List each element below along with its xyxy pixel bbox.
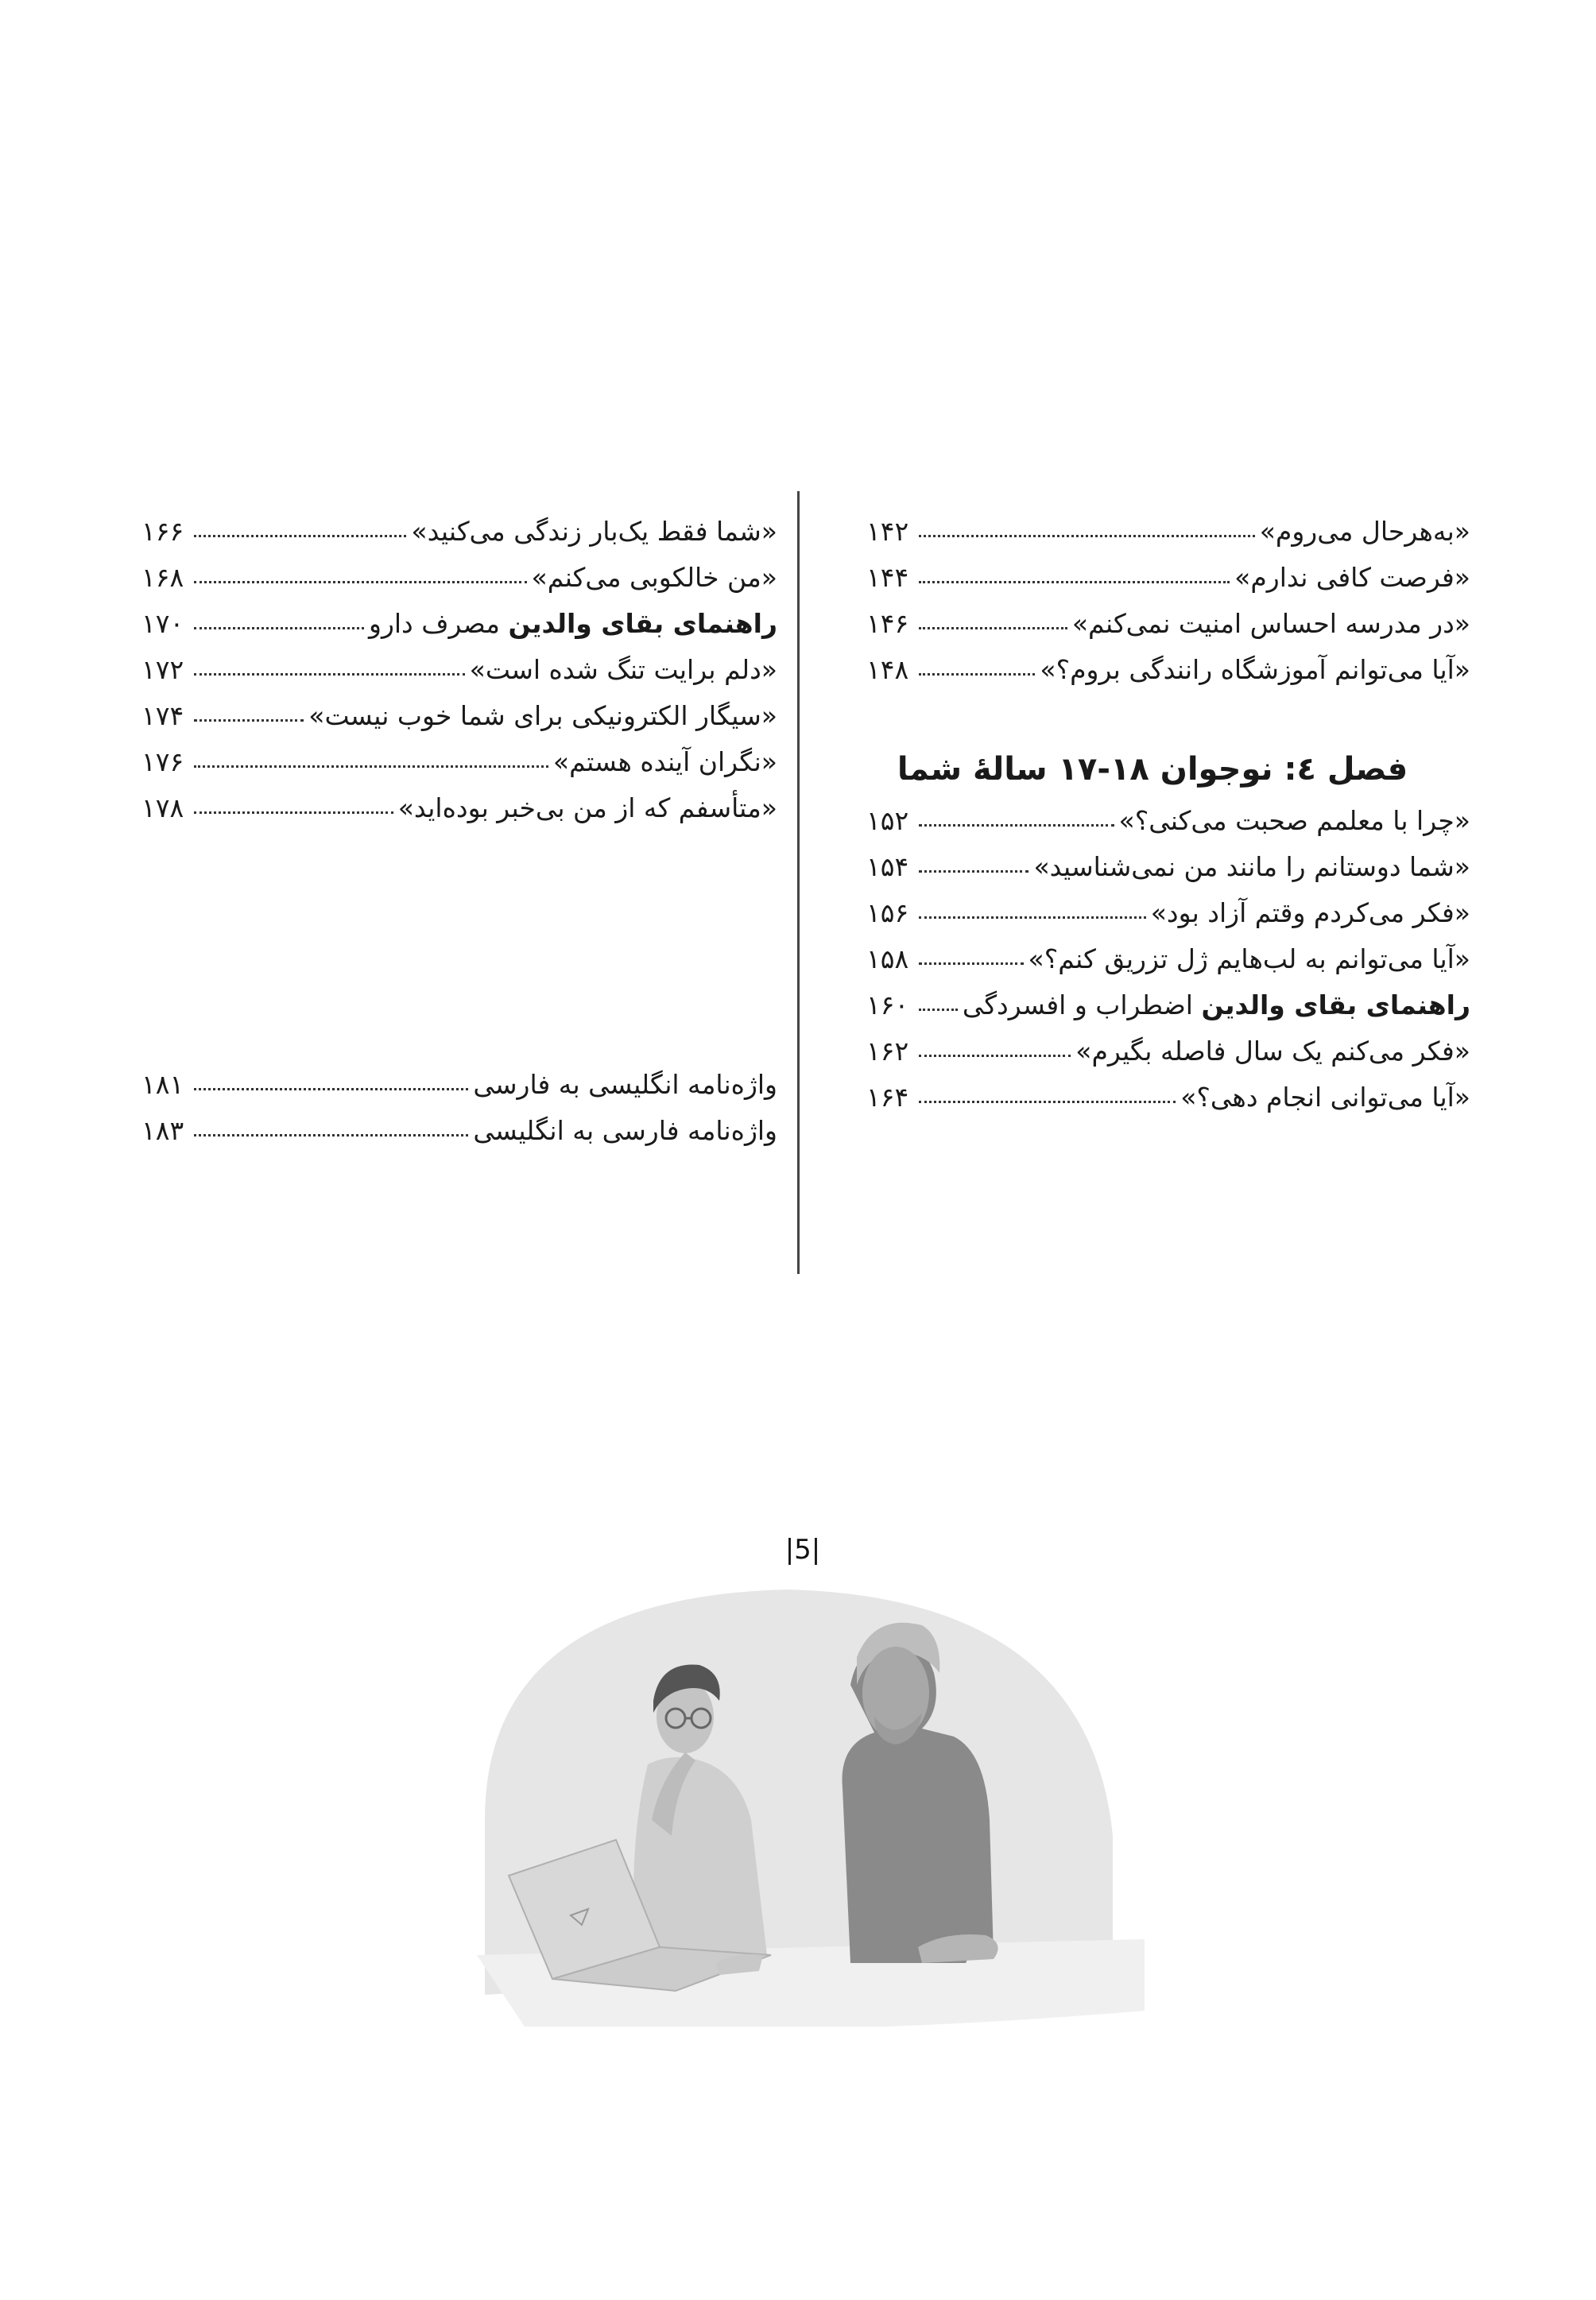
toc-entry-page: ۱۷۰ bbox=[141, 608, 184, 639]
dot-leader bbox=[919, 982, 958, 1011]
toc-entry-page: ۱۵۲ bbox=[866, 805, 909, 836]
toc-entry-title: «متأسفم که از من بی‌خبر بوده‌اید» bbox=[397, 792, 777, 823]
dot-leader bbox=[194, 785, 393, 814]
dot-leader bbox=[919, 1028, 1071, 1057]
page-number: |5| bbox=[784, 1534, 821, 1566]
toc-entry[interactable] bbox=[141, 693, 777, 739]
chapter-heading: فصل ٤: نوجوان ۱۸-۱۷ سالهٔ شما bbox=[897, 751, 1408, 788]
toc-entry-page: ۱۵۶ bbox=[866, 897, 909, 928]
toc-entry[interactable] bbox=[866, 1028, 1470, 1074]
toc-entry-page: ۱۷۴ bbox=[141, 700, 184, 731]
column-divider bbox=[797, 491, 800, 1274]
toc-entry[interactable] bbox=[141, 509, 777, 555]
toc-entry[interactable] bbox=[866, 798, 1470, 844]
toc-entry[interactable] bbox=[141, 647, 777, 693]
toc-entry-page: ۱۷۲ bbox=[141, 654, 184, 685]
toc-entry[interactable] bbox=[141, 739, 777, 785]
toc-entry-title: «من خالکوبی می‌کنم» bbox=[531, 562, 777, 593]
toc-entry-page: ۱۸۳ bbox=[141, 1115, 184, 1146]
toc-entry-title: «آیا می‌توانم به لب‌هایم ژل تزریق کنم؟» bbox=[1028, 943, 1470, 974]
toc-entry-title bbox=[369, 601, 777, 647]
dot-leader bbox=[194, 647, 465, 676]
toc-entry-title: «شما دوستانم را مانند من نمی‌شناسید» bbox=[1033, 851, 1470, 882]
toc-left-group-2 bbox=[141, 1062, 777, 1154]
dot-leader bbox=[194, 1062, 468, 1090]
toc-right-group-2 bbox=[866, 798, 1470, 1121]
toc-entry[interactable] bbox=[866, 890, 1470, 936]
dot-leader bbox=[919, 647, 1035, 676]
dot-leader bbox=[919, 555, 1230, 583]
toc-entry-title: «فرصت کافی ندارم» bbox=[1234, 562, 1470, 593]
toc-entry-page: ۱۶۲ bbox=[866, 1036, 909, 1067]
toc-entry-page: ۱۶۸ bbox=[141, 562, 184, 593]
dot-leader bbox=[194, 509, 406, 537]
toc-entry-title-rest: مصرف دارو bbox=[369, 608, 509, 639]
toc-entry-title: واژه‌نامه فارسی به انگلیسی bbox=[473, 1115, 777, 1146]
toc-entry-title: «نگران آینده هستم» bbox=[552, 746, 777, 777]
toc-entry-title: «شما فقط یک‌بار زندگی می‌کنید» bbox=[411, 516, 777, 547]
toc-entry-title: «آیا می‌توانم آموزشگاه رانندگی بروم؟» bbox=[1040, 654, 1470, 685]
toc-entry[interactable] bbox=[141, 555, 777, 601]
toc-entry-title: «دلم برایت تنگ شده است» bbox=[469, 654, 777, 685]
toc-entry[interactable] bbox=[866, 936, 1470, 982]
parent-teen-laptop-illustration bbox=[477, 1582, 1145, 2027]
toc-entry[interactable] bbox=[866, 844, 1470, 890]
dot-leader bbox=[919, 601, 1067, 629]
dot-leader bbox=[919, 844, 1028, 873]
toc-entry-page: ۱۴۴ bbox=[866, 562, 909, 593]
toc-right-column bbox=[866, 509, 1470, 1121]
dot-leader bbox=[919, 890, 1146, 919]
toc-entry-title bbox=[963, 982, 1470, 1028]
toc-left-column bbox=[141, 509, 777, 1154]
toc-entry-title-rest: اضطراب و افسردگی bbox=[962, 989, 1202, 1020]
toc-entry-title-bold: راهنمای بقای والدین bbox=[1201, 989, 1470, 1020]
toc-entry-page: ۱۷۶ bbox=[141, 746, 184, 777]
toc-entry-title: واژه‌نامه انگلیسی به فارسی bbox=[473, 1069, 777, 1100]
toc-entry[interactable] bbox=[866, 601, 1470, 647]
dot-leader bbox=[919, 936, 1024, 965]
dot-leader bbox=[194, 601, 364, 629]
toc-entry-page: ۱۴۶ bbox=[866, 608, 909, 639]
toc-entry-parent-guide[interactable] bbox=[866, 982, 1470, 1028]
toc-entry-title: «در مدرسه احساس امنیت نمی‌کنم» bbox=[1071, 608, 1470, 639]
toc-entry-title: «فکر می‌کنم یک سال فاصله بگیرم» bbox=[1075, 1036, 1470, 1067]
toc-entry-glossary[interactable] bbox=[141, 1062, 777, 1108]
dot-leader bbox=[194, 739, 548, 768]
toc-entry-page: ۱۷۸ bbox=[141, 792, 184, 823]
toc-entry-title: «آیا می‌توانی انجام دهی؟» bbox=[1180, 1082, 1470, 1113]
toc-entry[interactable] bbox=[866, 1074, 1470, 1121]
toc-entry-page: ۱۶۴ bbox=[866, 1082, 909, 1113]
toc-entry-glossary[interactable] bbox=[141, 1108, 777, 1154]
toc-entry[interactable] bbox=[866, 555, 1470, 601]
dot-leader bbox=[194, 1108, 468, 1136]
toc-entry-parent-guide[interactable] bbox=[141, 601, 777, 647]
dot-leader bbox=[919, 1074, 1176, 1103]
toc-entry-page: ۱۶۶ bbox=[141, 516, 184, 547]
dot-leader bbox=[919, 509, 1255, 537]
dot-leader bbox=[919, 798, 1114, 827]
toc-entry-page: ۱۴۲ bbox=[866, 516, 909, 547]
toc-entry-page: ۱۸۱ bbox=[141, 1069, 184, 1100]
toc-entry[interactable] bbox=[866, 647, 1470, 693]
toc-entry-title-bold: راهنمای بقای والدین bbox=[508, 608, 777, 639]
toc-entry-page: ۱۶۰ bbox=[866, 989, 909, 1020]
toc-entry-title: «فکر می‌کردم وقتم آزاد بود» bbox=[1150, 897, 1470, 928]
dot-leader bbox=[194, 555, 527, 583]
dot-leader bbox=[194, 693, 304, 722]
toc-entry-title: «چرا با معلمم صحبت می‌کنی؟» bbox=[1118, 805, 1470, 836]
toc-entry-title: «سیگار الکترونیکی برای شما خوب نیست» bbox=[308, 700, 777, 731]
toc-entry[interactable] bbox=[141, 785, 777, 831]
toc-entry-title: «به‌هرحال می‌روم» bbox=[1259, 516, 1470, 547]
toc-right-group-1 bbox=[866, 509, 1470, 693]
toc-entry-page: ۱۵۸ bbox=[866, 943, 909, 974]
toc-left-group-1 bbox=[141, 509, 777, 831]
toc-entry-page: ۱۵۴ bbox=[866, 851, 909, 882]
toc-entry-page: ۱۴۸ bbox=[866, 654, 909, 685]
toc-entry[interactable] bbox=[866, 509, 1470, 555]
